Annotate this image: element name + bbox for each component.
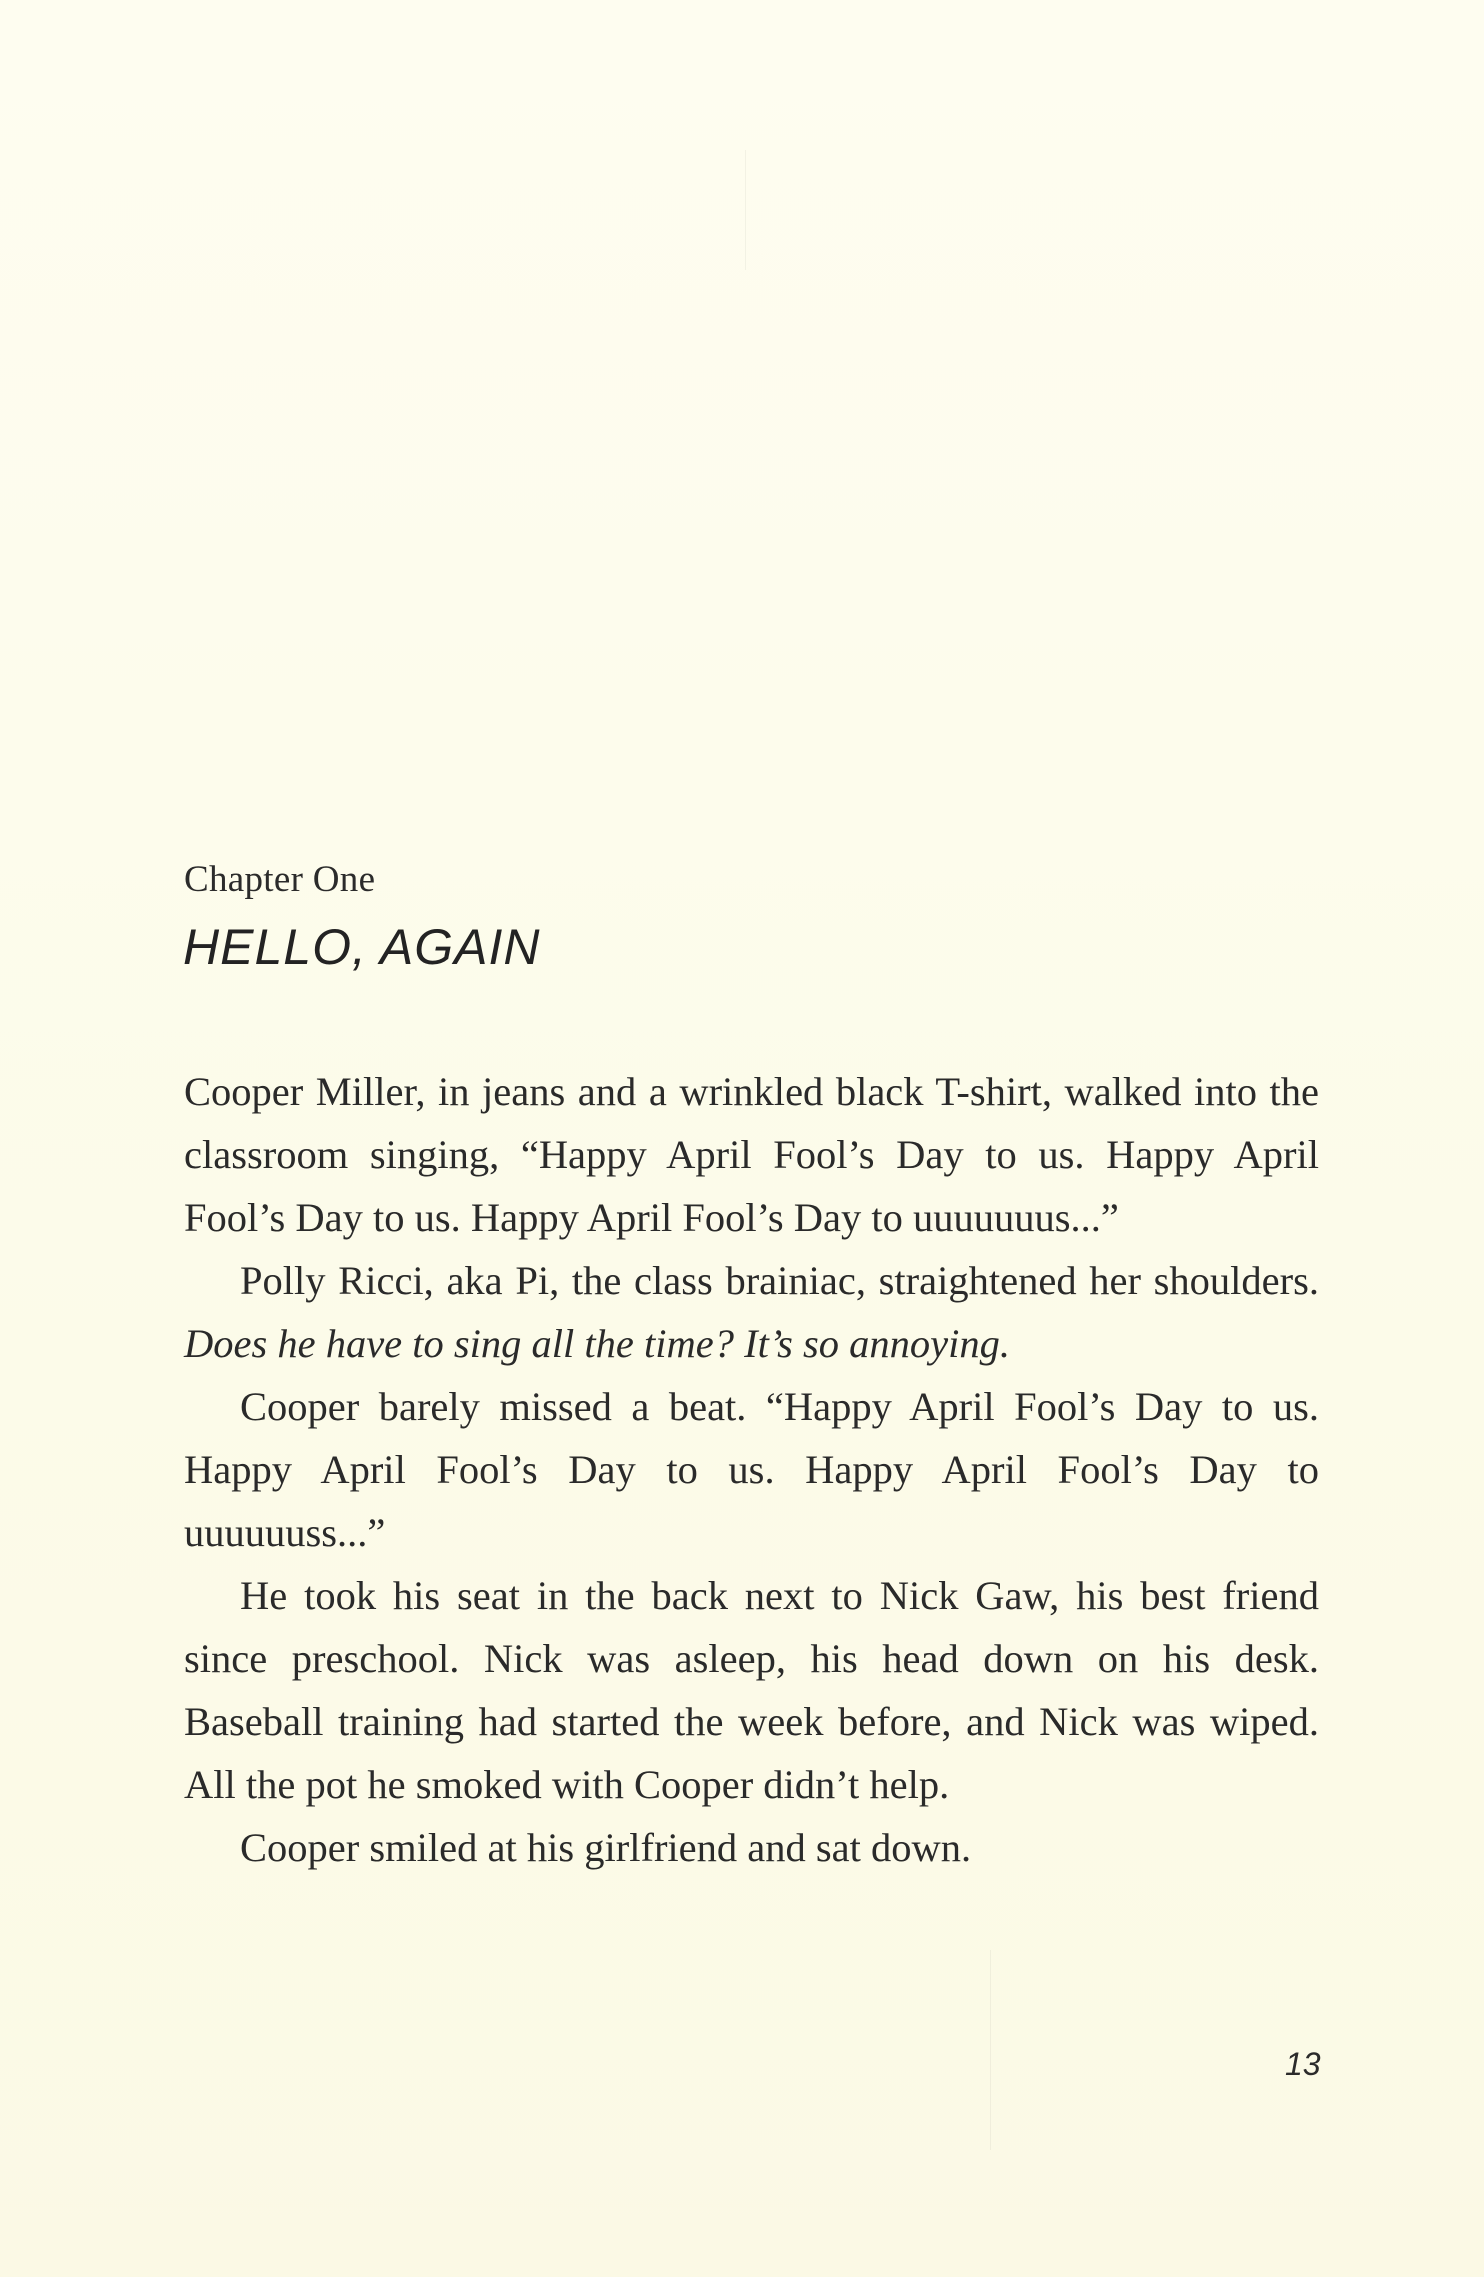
paragraph [184,1249,1319,1375]
paragraph [184,1375,1319,1564]
chapter-title: HELLO, AGAIN [183,919,541,975]
chapter-label: Chapter One [184,859,376,900]
text-segment: Cooper Miller, in jeans and a wrinkled black T-shirt, walked into the classroom singing, “Happy April Fool’s Day to us. Happy April Fool’s Day to us. Happy April Fool’s Day to uuuuuuus...” [184,1069,1319,1240]
text-segment: He took his seat in the back next to Nick Gaw, his best friend since preschool. Nick was asleep, his head down on his desk. Baseball training had started the week before, and Nick was wiped. All the pot he smoked with Cooper didn’t help. [184,1573,1319,1807]
paragraph [184,1060,1319,1249]
scan-artifact [745,150,746,270]
page-number: 13 [1285,2046,1321,2082]
text-segment: Cooper barely missed a beat. “Happy April Fool’s Day to us. Happy April Fool’s Day to us. Happy April Fool’s Day to uuuuuuss...” [184,1384,1319,1555]
text-segment: Polly Ricci, aka Pi, the class brainiac, straightened her shoulders. [240,1258,1319,1303]
chapter-body [184,1060,1319,1879]
text-segment: Cooper smiled at his girlfriend and sat down. [240,1825,972,1870]
paragraph [184,1816,1319,1879]
italic-text: Does he have to sing all the time? It’s so annoying. [184,1321,1011,1366]
scan-artifact [990,1950,991,2150]
paragraph [184,1564,1319,1816]
